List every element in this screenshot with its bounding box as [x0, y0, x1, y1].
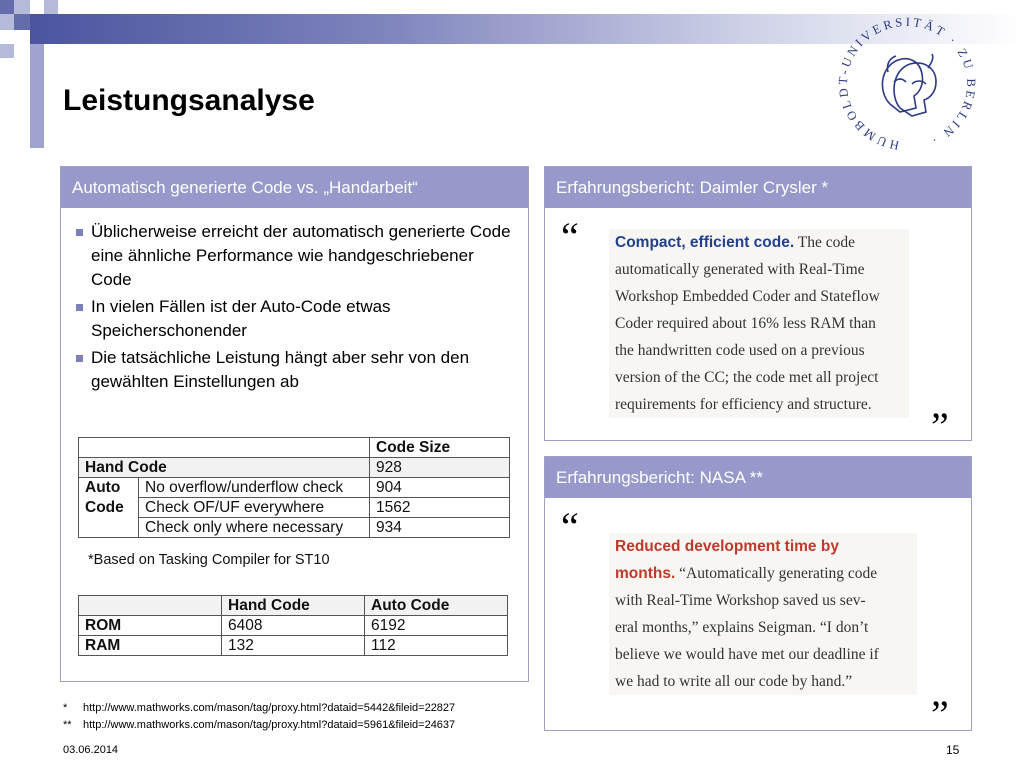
- slide-title: Leistungsanalyse: [63, 84, 315, 117]
- left-panel: [60, 166, 529, 682]
- table-cell: No overflow/underflow check: [139, 478, 370, 498]
- table-cell: Check OF/UF everywhere: [139, 498, 370, 518]
- quote-line: with Real-Time Workshop saved us sev-: [615, 592, 866, 609]
- table-cell: RAM: [79, 636, 222, 656]
- quote-line: version of the CC; the code met all project: [615, 369, 879, 386]
- quote-line: automatically generated with Real-Time: [615, 261, 865, 278]
- svg-text:HUMBOLDT-UNIVERSITÄT · ZU BERL: [836, 15, 978, 153]
- code-size-header: Code Size: [370, 438, 510, 458]
- table-cell: 112: [365, 636, 508, 656]
- daimler-quote: [609, 229, 909, 418]
- auto-code-label-line: Auto: [85, 479, 121, 496]
- table-row: [79, 438, 510, 458]
- nasa-panel-header: Erfahrungsbericht: NASA **: [545, 457, 971, 498]
- table-row: [79, 518, 510, 538]
- quote-line: The code: [794, 234, 855, 251]
- quote-lead: Compact, efficient code.: [615, 234, 795, 251]
- table-cell: 132: [222, 636, 365, 656]
- table-cell: 6192: [365, 616, 508, 636]
- decor-square: [14, 0, 30, 14]
- close-quote-mark: ”: [931, 692, 949, 737]
- daimler-panel: [544, 166, 972, 449]
- hand-code-value: 928: [370, 458, 510, 478]
- quote-line: “Automatically generating code: [675, 565, 878, 582]
- table-row: [79, 636, 508, 656]
- bullet-item: In vielen Fällen ist der Auto-Code etwas Speicherschonender: [75, 295, 515, 343]
- daimler-panel-header: Erfahrungsbericht: Daimler Crysler *: [545, 167, 971, 208]
- decor-square: [0, 44, 14, 58]
- quote-line: eral months,” explains Seigman. “I don’t: [615, 619, 869, 636]
- table-row: [79, 616, 508, 636]
- footnote: [63, 717, 455, 734]
- hand-code-label: Hand Code: [79, 458, 370, 478]
- nasa-panel: [544, 456, 972, 737]
- quote-line: believe we would have met our deadline if: [615, 646, 879, 663]
- footnote-link[interactable]: http://www.mathworks.com/mason/tag/proxy.html?dataid=5442&fileid=22827: [83, 702, 456, 714]
- page-number: 15: [946, 743, 960, 757]
- table-header-cell: Auto Code: [365, 596, 508, 616]
- table-cell: Check only where necessary: [139, 518, 370, 538]
- table-row: [79, 478, 510, 498]
- auto-code-label-line: Code: [85, 499, 124, 516]
- table-cell: 934: [370, 518, 510, 538]
- slide-date: 03.06.2014: [63, 744, 119, 756]
- quote-line: we had to write all our code by hand.”: [615, 673, 853, 690]
- memory-table: [78, 595, 508, 656]
- table-row: [79, 498, 510, 518]
- footnote-link[interactable]: http://www.mathworks.com/mason/tag/proxy.html?dataid=5961&fileid=24637: [83, 719, 456, 731]
- close-quote-mark: ”: [931, 404, 949, 449]
- quote-line: the handwritten code used on a previous: [615, 342, 865, 359]
- table-header-cell: Hand Code: [222, 596, 365, 616]
- table-header-cell: [79, 596, 222, 616]
- auto-code-label: [79, 478, 139, 538]
- open-quote-mark: “: [561, 504, 579, 549]
- footnote-mark: **: [63, 719, 72, 731]
- quote-lead: Reduced development time by: [615, 538, 839, 555]
- footnote-mark: *: [63, 702, 68, 714]
- quote-line: Workshop Embedded Coder and Stateflow: [615, 288, 880, 305]
- table-cell: 904: [370, 478, 510, 498]
- bullet-item: Üblicherweise erreicht der automatisch generierte Code eine ähnliche Performance wie handgeschriebener Code: [75, 220, 515, 292]
- decor-square: [44, 0, 58, 14]
- table-row: [79, 596, 508, 616]
- quote-line: Coder required about 16% less RAM than: [615, 315, 876, 332]
- left-panel-header: Automatisch generierte Code vs. „Handarbeit“: [61, 167, 528, 208]
- header-vertical-bar: [30, 44, 44, 148]
- bullet-item: Die tatsächliche Leistung hängt aber sehr von den gewählten Einstellungen ab: [75, 346, 515, 394]
- nasa-quote: [609, 533, 917, 695]
- code-size-table: [78, 437, 510, 538]
- seal-text: HUMBOLDT-UNIVERSITÄT · ZU BERLIN ·: [835, 14, 979, 153]
- open-quote-mark: “: [561, 214, 579, 259]
- university-seal-logo: [828, 12, 986, 157]
- quote-lead: months.: [615, 565, 676, 582]
- decor-square: [14, 14, 30, 30]
- table-cell: 6408: [222, 616, 365, 636]
- footnote: [63, 700, 455, 717]
- bullet-list: [75, 220, 515, 397]
- footnotes: [63, 700, 455, 734]
- table-footnote: *Based on Tasking Compiler for ST10: [88, 552, 330, 568]
- table-cell: 1562: [370, 498, 510, 518]
- decor-square: [0, 14, 14, 30]
- quote-line: requirements for efficiency and structure.: [615, 396, 872, 413]
- table-cell: ROM: [79, 616, 222, 636]
- decor-square: [0, 0, 14, 14]
- table-row: [79, 458, 510, 478]
